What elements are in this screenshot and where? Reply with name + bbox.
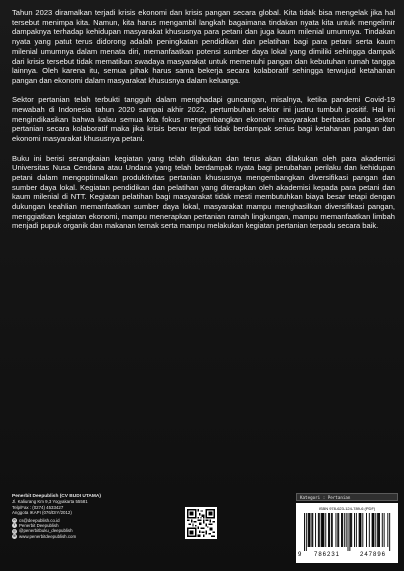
barcode-digits-left: 786231 [313,552,341,558]
blurb-paragraph-1: Tahun 2023 diramalkan terjadi krisis ekonomi dan krisis pangan secara global. Kita tidak bisa mengelak jika hal tersebut menimpa kita. Namun, kita harus mengambil langkah bagaimana tindakan nyata kita untuk mengelimir dampaknya terhadap kehidupan masyarakat khususnya para petani dan juga kaum milenial umumnya. Tindakan nyata yang patut terus didorong adalah peningkatan pendidikan dan pelatihan bagi para petani serta kaum milenial umumnya dalam menata diri, memanfaatkan potensi sumber daya lokal yang dimiliki sehingga dampak dari krisis tersebut tidak mematikan swadaya masyarakat untuk memenuhi pangan dan kebutuhan rumah tangga lainnya. Oleh karena itu, semua pihak harus sama bekerja secara kolaboratif sehingga terwujud ketahanan pangan dan ekonomi dalam masyarakat khususnya dalam keluarga. [12,8,395,85]
publisher-phone: Telp/Fax : (0274) 4533427 [12,504,64,510]
email-icon: ✉ [12,517,16,522]
category-label: Kategori : Pertanian [296,493,398,501]
publisher-website[interactable]: www.penerbitdeepublish.com [19,533,77,539]
blurb-paragraph-2: Sektor pertanian telah terbukti tangguh dalam menghadapi guncangan, misalnya, ketika pandemi Covid-19 mewabah di Indonesia tahun 2020 sampai akhir 2022, pertumbuhan sektor ini justru tumbuh positif. Hal ini mengindikasikan bahwa kalau semua kita fokus mengembangkan ekonomi masyarakat berbasis pada sektor pertanian secara kolaboratif maka jika krisis benar terjadi tidak berdampak serius bagi ketahanan pangan dan ekonomi masyarakat khususnya petani. [12,95,395,144]
barcode-icon [304,513,392,551]
facebook-icon: f [14,523,15,528]
publisher-email[interactable]: cs@deepublish.co.id [19,517,60,523]
publisher-info [12,494,172,539]
publisher-member: Anggota IKAPI (076/DIY/2012) [12,510,72,516]
publisher-name: Penerbit Deepublish (CV BUDI UTAMA) [12,494,101,499]
publisher-contacts [12,518,172,540]
publisher-address: Jl. Kaliurang Km 9,3 Yogyakarta 55581 [12,499,88,505]
publisher-instagram[interactable]: @penerbitbuku_deepublish [19,528,73,534]
globe-icon: ⊕ [12,534,16,539]
instagram-icon: ◎ [12,528,17,533]
blurb-text [12,8,395,241]
website-row [12,534,172,539]
publisher-facebook[interactable]: Penerbit Deepublish [19,523,59,529]
isbn-barcode [296,503,398,563]
isbn-label: ISBN 978-623-124-789-6 (PDF) [318,506,376,511]
qr-code-icon [187,509,215,537]
qr-code [185,507,217,539]
barcode-digits-right: 247896 [359,552,387,558]
blurb-paragraph-3: Buku ini berisi serangkaian kegiatan yang telah dilakukan dan terus akan dilakukan oleh para akademisi Universitas Nusa Cendana atau Undana yang telah berdampak nyata bagi perubahan perilaku dan kehidupan petani dalam mengoptimalkan produktivitas pertanian khususnya mengembangkan diversifikasi pangan dan sumber daya lokal. Kegiatan pendidikan dan pelatihan yang diterapkan oleh akademisi kepada para petani dan kaum milenial di NTT. Kegiatan pelatihan bagi masyarakat tidak mesti membutuhkan biaya besar tetapi dengan dukungan keahlian memanfaatkan sumber daya lokal, masyarakat mampu menghasilkan diversifikasi pangan, menggiatkan kegiatan ekonomi, mampu menerapkan pertanian ramah lingkungan, mampu memanfaatkan limbah menjadi pupuk organik dan makanan ternak serta mampu melakukan kegiatan pertanian terpadu secara baik. [12,153,395,231]
barcode-digit-first: 9 [298,552,302,558]
barcode-digits [298,551,396,559]
